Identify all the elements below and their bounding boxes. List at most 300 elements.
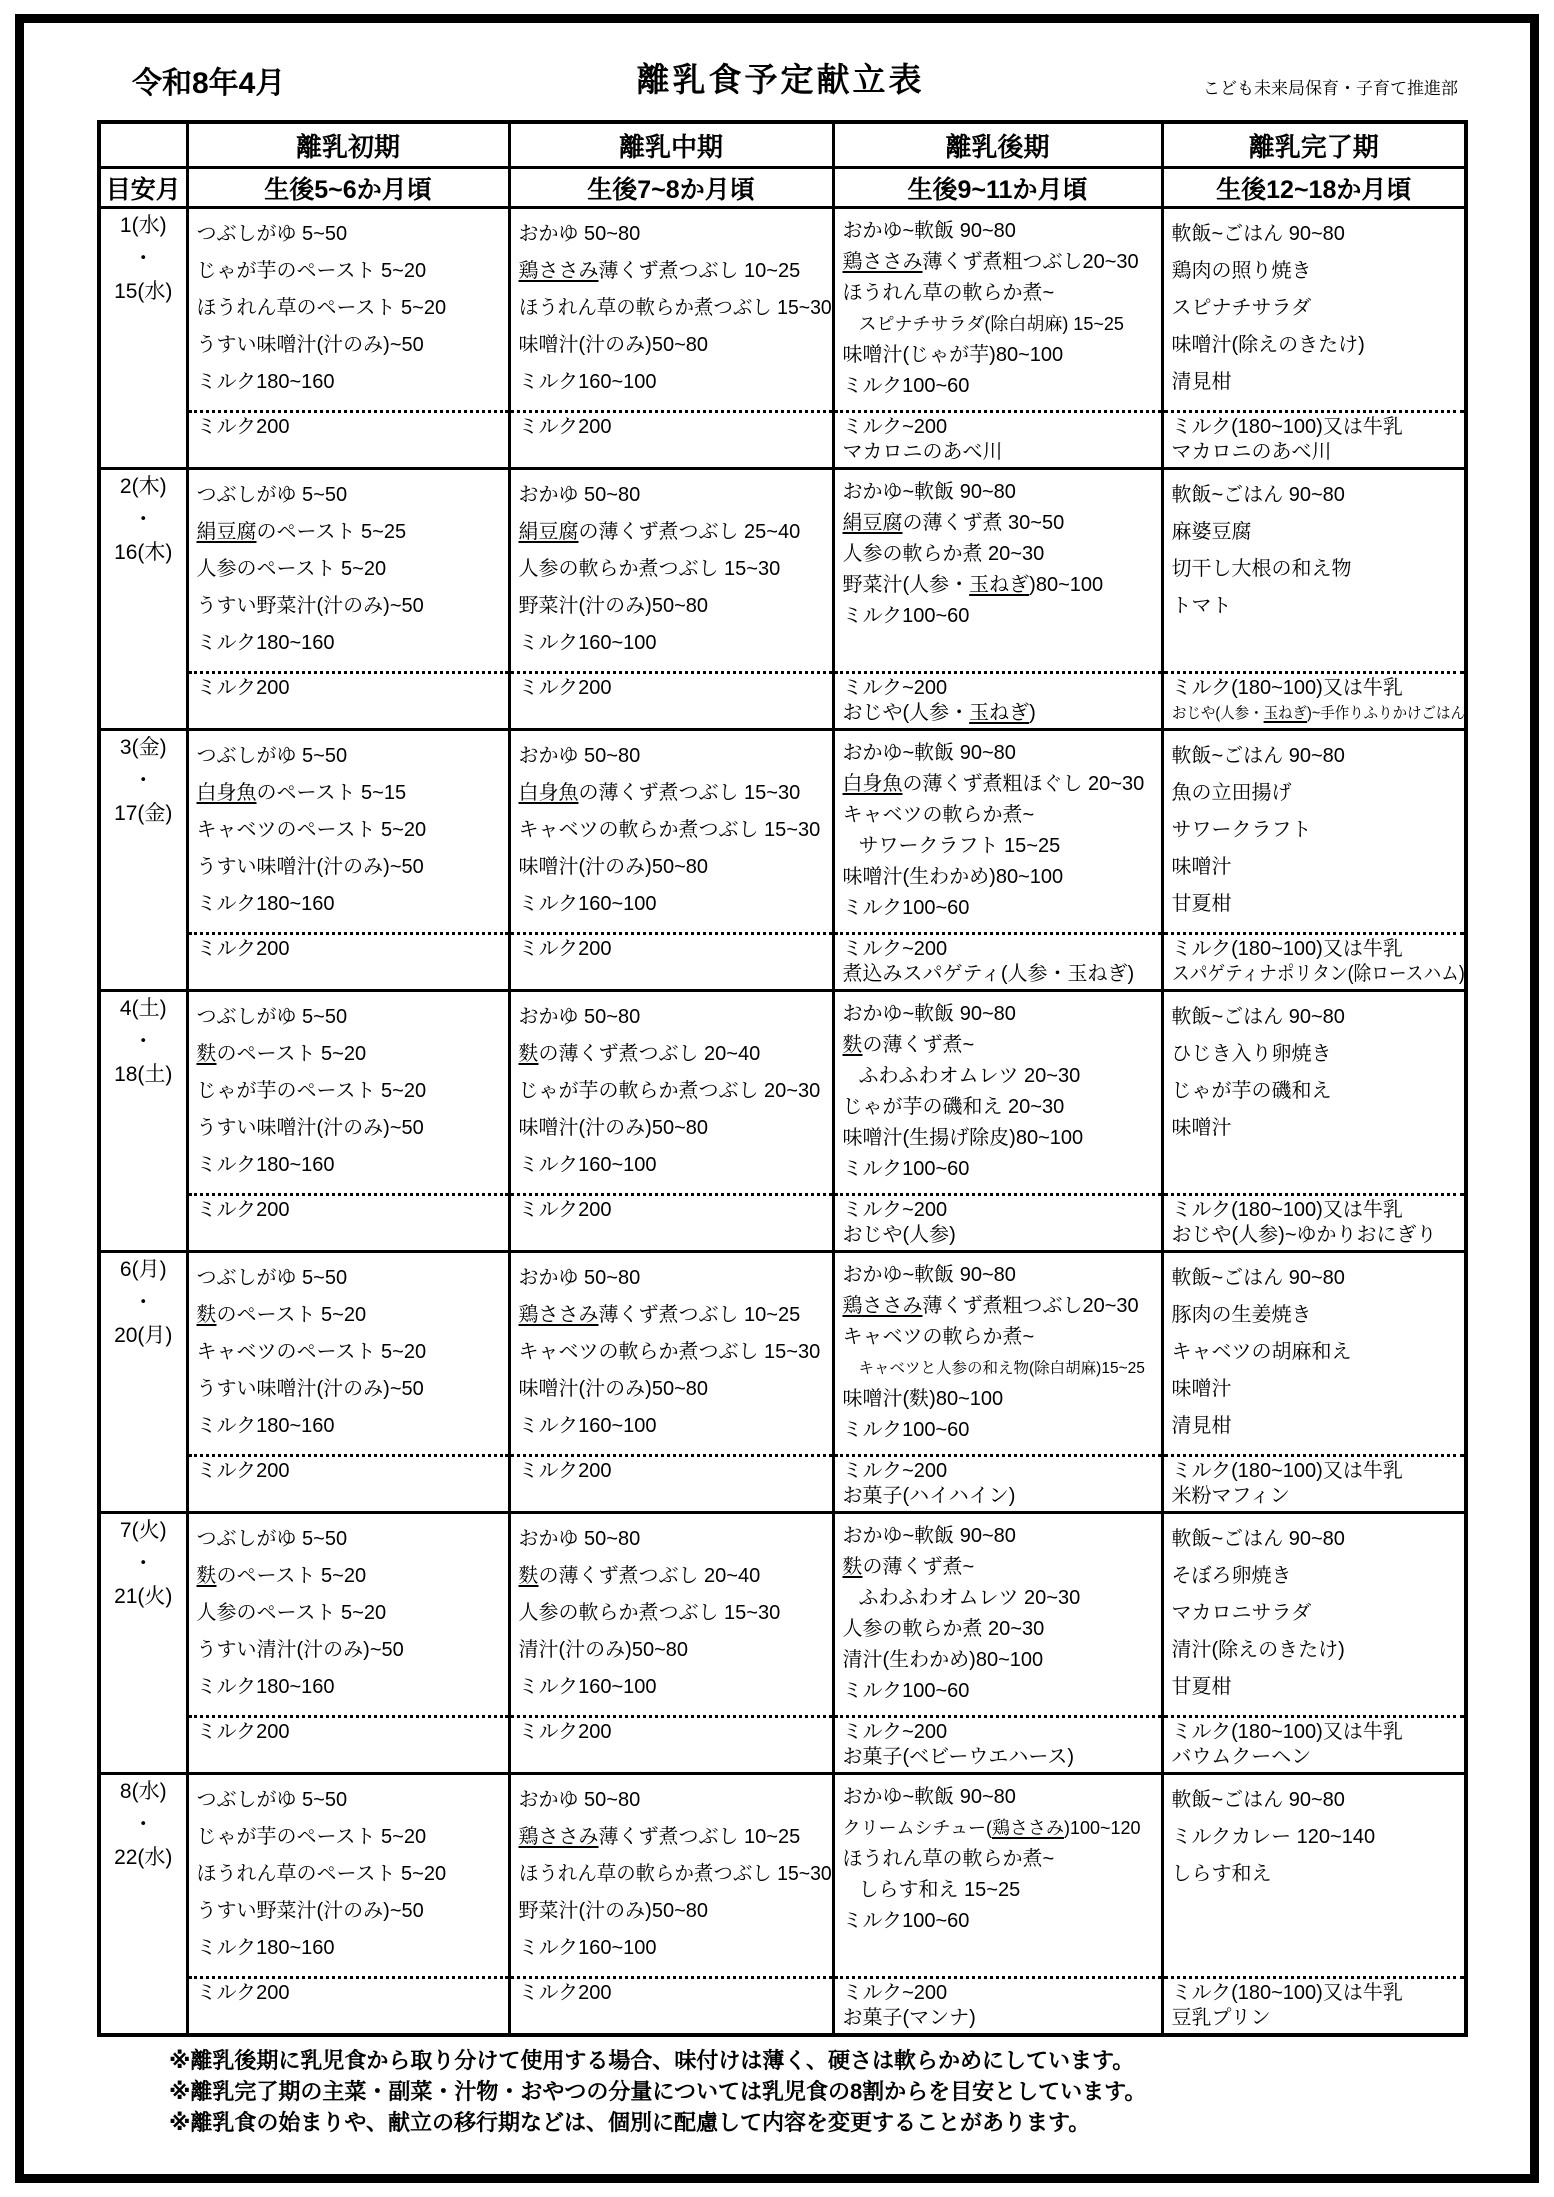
menu-item: キャベツのペースト 5~20 xyxy=(196,819,427,841)
menu-item: おかゆ~軟飯 90~80 xyxy=(842,1003,1016,1025)
menu-item: 麩の薄くず煮つぶし 20~40 xyxy=(518,1043,761,1065)
snack-section xyxy=(1164,1454,1465,1511)
menu-item: ミルク~200 xyxy=(842,1460,948,1482)
underlined-ingredient: 麩 xyxy=(196,1043,217,1065)
underlined-ingredient: 絹豆腐 xyxy=(518,521,579,543)
date-label: ・ xyxy=(132,1552,154,1575)
underlined-ingredient: 鶏ささみ xyxy=(518,260,599,282)
menu-item: ミルク200 xyxy=(196,1982,290,2004)
meal-section xyxy=(511,731,832,932)
menu-item: 味噌汁(汁のみ)50~80 xyxy=(518,1117,708,1139)
menu-item: ミルク200 xyxy=(196,938,290,960)
date-label: 7(火) xyxy=(119,1519,167,1542)
menu-item: キャベツの軟らか煮~ xyxy=(842,1326,1035,1348)
underlined-ingredient: 絹豆腐 xyxy=(842,512,903,534)
menu-item: スピナチサラダ(除白胡麻) 15~25 xyxy=(858,314,1124,334)
menu-item: じゃが芋の磯和え 20~30 xyxy=(842,1096,1065,1118)
menu-item: 絹豆腐の薄くず煮 30~50 xyxy=(842,512,1065,534)
underlined-ingredient: 鶏ささみ xyxy=(991,1818,1064,1838)
meal-section xyxy=(189,1514,508,1715)
menu-item: 清見柑 xyxy=(1171,371,1232,393)
menu-item: 味噌汁(汁のみ)50~80 xyxy=(518,1378,708,1400)
snack-section xyxy=(835,1976,1161,2033)
menu-item: 軟飯~ごはん 90~80 xyxy=(1171,1006,1345,1028)
menu-row xyxy=(99,991,1466,1252)
meal-section xyxy=(1164,1514,1465,1715)
menu-item: 鶏ささみ薄くず煮粗つぶし20~30 xyxy=(842,1295,1139,1317)
menu-item: ミルク(180~100)又は牛乳 xyxy=(1171,416,1403,438)
menu-item: ミルク200 xyxy=(518,1460,612,1482)
page-content xyxy=(97,40,1464,2138)
underlined-ingredient: 麩 xyxy=(518,1565,539,1587)
menu-item: ミルク160~100 xyxy=(518,1415,657,1437)
menu-item: おかゆ 50~80 xyxy=(518,484,641,506)
underlined-ingredient: 絹豆腐 xyxy=(196,521,257,543)
date-cell xyxy=(99,730,187,991)
menu-item: ほうれん草の軟らか煮つぶし 15~30 xyxy=(518,297,832,319)
underlined-ingredient: 麩 xyxy=(196,1304,217,1326)
menu-item: キャベツと人参の和え物(除白胡麻)15~25 xyxy=(858,1360,1145,1377)
menu-item: サワークラフト xyxy=(1171,819,1312,841)
menu-item: ミルク180~160 xyxy=(196,1937,335,1959)
menu-item: マカロニのあべ川 xyxy=(842,441,1003,463)
meal-section xyxy=(189,209,508,410)
menu-cell-late xyxy=(833,991,1162,1252)
menu-item: ふわふわオムレツ 20~30 xyxy=(858,1065,1081,1087)
menu-item: ミルク200 xyxy=(196,416,290,438)
menu-item: ミルク160~100 xyxy=(518,632,657,654)
menu-cell-early xyxy=(187,208,509,469)
date-label: 22(水) xyxy=(114,1846,173,1869)
menu-item: ミルク180~160 xyxy=(196,371,335,393)
menu-cell-complete xyxy=(1162,730,1466,991)
age-header-middle: 生後7~8か月頃 xyxy=(509,168,833,208)
date-cell xyxy=(99,1774,187,2036)
menu-item: サワークラフト 15~25 xyxy=(858,835,1061,857)
age-header-early: 生後5~6か月頃 xyxy=(187,168,509,208)
menu-item: キャベツの軟らか煮~ xyxy=(842,804,1035,826)
menu-item: 豆乳プリン xyxy=(1171,2007,1271,2029)
meal-section xyxy=(835,1253,1161,1454)
menu-item: お菓子(マンナ) xyxy=(842,2007,976,2029)
menu-item: つぶしがゆ 5~50 xyxy=(196,223,348,245)
menu-item: ふわふわオムレツ 20~30 xyxy=(858,1587,1081,1609)
meal-section xyxy=(189,731,508,932)
menu-item: つぶしがゆ 5~50 xyxy=(196,1006,348,1028)
snack-section xyxy=(1164,1715,1465,1772)
menu-item: ミルク200 xyxy=(518,938,612,960)
meal-section xyxy=(1164,731,1465,932)
menu-item: 味噌汁(汁のみ)50~80 xyxy=(518,334,708,356)
menu-cell-middle xyxy=(509,730,833,991)
menu-item: じゃが芋のペースト 5~20 xyxy=(196,260,427,282)
menu-cell-complete xyxy=(1162,1774,1466,2036)
corner-label-cell: 目安月 xyxy=(99,168,187,208)
menu-item: おかゆ~軟飯 90~80 xyxy=(842,1786,1016,1808)
menu-item: 味噌汁(生わかめ)80~100 xyxy=(842,866,1064,888)
menu-item: 野菜汁(汁のみ)50~80 xyxy=(518,1900,708,1922)
underlined-ingredient: 白身魚 xyxy=(196,782,257,804)
underlined-ingredient: 玉ねぎ xyxy=(969,574,1030,596)
menu-item: 麩のペースト 5~20 xyxy=(196,1304,367,1326)
menu-item: 軟飯~ごはん 90~80 xyxy=(1171,1789,1345,1811)
menu-item: ミルク~200 xyxy=(842,677,948,699)
menu-item: 切干し大根の和え物 xyxy=(1171,558,1352,580)
snack-section xyxy=(189,1454,508,1511)
menu-item: 鶏ささみ薄くず煮つぶし 10~25 xyxy=(518,1304,801,1326)
menu-item: 米粉マフィン xyxy=(1171,1485,1290,1507)
menu-item: つぶしがゆ 5~50 xyxy=(196,1789,348,1811)
date-label: 16(木) xyxy=(114,541,173,564)
menu-item: しらす和え xyxy=(1171,1863,1272,1885)
menu-item: ミルク160~100 xyxy=(518,1676,657,1698)
snack-section xyxy=(1164,1976,1465,2033)
meal-section xyxy=(1164,992,1465,1193)
snack-section xyxy=(511,932,832,989)
menu-item: ミルク200 xyxy=(196,677,290,699)
menu-item: 味噌汁 xyxy=(1171,1117,1232,1139)
menu-row xyxy=(99,1774,1466,2036)
menu-item: ほうれん草の軟らか煮つぶし 15~30 xyxy=(518,1863,832,1885)
menu-item: マカロニサラダ xyxy=(1171,1602,1312,1624)
menu-item: 煮込みスパゲティ(人参・玉ねぎ) xyxy=(842,963,1135,985)
snack-section xyxy=(1164,932,1465,989)
menu-item: バウムクーヘン xyxy=(1171,1746,1312,1768)
date-label: 1(水) xyxy=(119,214,167,237)
date-cell xyxy=(99,469,187,730)
menu-row xyxy=(99,1513,1466,1774)
menu-item: 人参の軟らか煮 20~30 xyxy=(842,1618,1045,1640)
menu-cell-middle xyxy=(509,469,833,730)
footnote: ※離乳完了期の主菜・副菜・汁物・おやつの分量については乳児食の8割からを目安としています。 xyxy=(169,2079,1147,2104)
snack-section xyxy=(1164,410,1465,467)
date-label: ・ xyxy=(132,1813,154,1836)
menu-item: うすい清汁(汁のみ)~50 xyxy=(196,1639,404,1661)
menu-cell-complete xyxy=(1162,469,1466,730)
menu-item: ほうれん草のペースト 5~20 xyxy=(196,297,447,319)
date-label: 18(土) xyxy=(114,1063,173,1086)
meal-section xyxy=(835,1775,1161,1976)
menu-item: ミルク200 xyxy=(518,1721,612,1743)
menu-item: おかゆ 50~80 xyxy=(518,1267,641,1289)
menu-item: おかゆ 50~80 xyxy=(518,1789,641,1811)
menu-item: ミルク160~100 xyxy=(518,1154,657,1176)
menu-cell-middle xyxy=(509,1252,833,1513)
era-month-label: 令和8年4月 xyxy=(132,67,286,100)
age-header-complete: 生後12~18か月頃 xyxy=(1162,168,1466,208)
meal-section xyxy=(1164,470,1465,671)
menu-cell-late xyxy=(833,208,1162,469)
underlined-ingredient: 白身魚 xyxy=(842,773,903,795)
snack-section xyxy=(511,1976,832,2033)
menu-item: ミルク~200 xyxy=(842,416,948,438)
menu-item: ミルク160~100 xyxy=(518,1937,657,1959)
menu-item: ミルク200 xyxy=(518,1982,612,2004)
menu-cell-late xyxy=(833,469,1162,730)
menu-item: おじや(人参) xyxy=(842,1224,956,1246)
menu-cell-early xyxy=(187,1513,509,1774)
menu-item: ほうれん草のペースト 5~20 xyxy=(196,1863,447,1885)
menu-item: じゃが芋の磯和え xyxy=(1171,1080,1332,1102)
menu-item: じゃが芋のペースト 5~20 xyxy=(196,1826,427,1848)
menu-item: ミルク100~60 xyxy=(842,1680,970,1702)
meal-section xyxy=(1164,209,1465,410)
menu-item: 野菜汁(汁のみ)50~80 xyxy=(518,595,708,617)
meal-section xyxy=(835,992,1161,1193)
meal-section xyxy=(511,209,832,410)
menu-item: 豚肉の生姜焼き xyxy=(1171,1304,1312,1326)
menu-item: おかゆ 50~80 xyxy=(518,1528,641,1550)
underlined-ingredient: 麩 xyxy=(196,1565,217,1587)
menu-item: 白身魚の薄くず煮つぶし 15~30 xyxy=(518,782,801,804)
underlined-ingredient: 鶏ささみ xyxy=(842,251,923,273)
menu-item: ミルク100~60 xyxy=(842,375,970,397)
menu-item: キャベツのペースト 5~20 xyxy=(196,1341,427,1363)
menu-item: スパゲティナポリタン(除ロースハム) xyxy=(1171,963,1464,985)
snack-section xyxy=(835,410,1161,467)
menu-item: 麩の薄くず煮~ xyxy=(842,1034,975,1056)
date-cell xyxy=(99,991,187,1252)
menu-cell-late xyxy=(833,1252,1162,1513)
menu-item: ミルク180~160 xyxy=(196,893,335,915)
menu-item: ミルク100~60 xyxy=(842,897,970,919)
menu-row xyxy=(99,730,1466,991)
snack-section xyxy=(189,932,508,989)
menu-item: ミルクカレー 120~140 xyxy=(1171,1826,1376,1848)
menu-item: じゃが芋のペースト 5~20 xyxy=(196,1080,427,1102)
menu-item: ミルク(180~100)又は牛乳 xyxy=(1171,1460,1403,1482)
menu-item: ミルク~200 xyxy=(842,1721,948,1743)
snack-section xyxy=(511,1454,832,1511)
corner-blank-cell xyxy=(99,122,187,168)
snack-section xyxy=(511,410,832,467)
menu-item: うすい野菜汁(汁のみ)~50 xyxy=(196,595,424,617)
menu-item: 人参のペースト 5~20 xyxy=(196,1602,387,1624)
menu-cell-complete xyxy=(1162,1252,1466,1513)
date-label: ・ xyxy=(132,769,154,792)
menu-item: 鶏ささみ薄くず煮粗つぶし20~30 xyxy=(842,251,1139,273)
menu-item: 白身魚の薄くず煮粗ほぐし 20~30 xyxy=(842,773,1145,795)
menu-item: 人参の軟らか煮つぶし 15~30 xyxy=(518,1602,781,1624)
menu-item: 人参の軟らか煮つぶし 15~30 xyxy=(518,558,781,580)
department-label: こども未来局保育・子育て推進部 xyxy=(1203,79,1458,98)
menu-item: ミルク180~160 xyxy=(196,632,335,654)
menu-item: 味噌汁(じゃが芋)80~100 xyxy=(842,344,1064,366)
menu-item: 鶏ささみ薄くず煮つぶし 10~25 xyxy=(518,1826,801,1848)
menu-table xyxy=(97,120,1468,2037)
date-label: 15(水) xyxy=(114,280,173,303)
menu-item: 甘夏柑 xyxy=(1171,893,1232,915)
snack-section xyxy=(189,1976,508,2033)
menu-cell-late xyxy=(833,1513,1162,1774)
menu-item: ミルク(180~100)又は牛乳 xyxy=(1171,938,1403,960)
snack-section xyxy=(189,671,508,728)
date-label: ・ xyxy=(132,508,154,531)
menu-item: ミルク200 xyxy=(518,677,612,699)
menu-item: 軟飯~ごはん 90~80 xyxy=(1171,1528,1345,1550)
menu-item: 麩のペースト 5~20 xyxy=(196,1565,367,1587)
menu-item: おかゆ 50~80 xyxy=(518,1006,641,1028)
menu-item: 麩の薄くず煮~ xyxy=(842,1556,975,1578)
menu-table-head xyxy=(99,122,1466,208)
menu-item: キャベツの軟らか煮つぶし 15~30 xyxy=(518,1341,821,1363)
underlined-ingredient: 麩 xyxy=(842,1034,863,1056)
underlined-ingredient: 鶏ささみ xyxy=(518,1304,599,1326)
meal-section xyxy=(511,1253,832,1454)
snack-section xyxy=(189,1715,508,1772)
menu-item: おかゆ 50~80 xyxy=(518,745,641,767)
meal-section xyxy=(835,470,1161,671)
stage-header-early: 離乳初期 xyxy=(187,122,509,168)
menu-item: ミルク~200 xyxy=(842,938,948,960)
menu-cell-middle xyxy=(509,1513,833,1774)
menu-cell-complete xyxy=(1162,991,1466,1252)
menu-item: 清汁(汁のみ)50~80 xyxy=(518,1639,688,1661)
menu-item: ミルク~200 xyxy=(842,1982,948,2004)
date-cell xyxy=(99,208,187,469)
meal-section xyxy=(189,1775,508,1976)
date-cell xyxy=(99,1252,187,1513)
date-label: 17(金) xyxy=(114,802,173,825)
menu-item: ミルク100~60 xyxy=(842,605,970,627)
menu-item: ミルク200 xyxy=(518,416,612,438)
menu-item: 白身魚のペースト 5~15 xyxy=(196,782,407,804)
snack-section xyxy=(189,410,508,467)
menu-item: 麩の薄くず煮つぶし 20~40 xyxy=(518,1565,761,1587)
menu-item: つぶしがゆ 5~50 xyxy=(196,745,348,767)
menu-item: 人参の軟らか煮 20~30 xyxy=(842,543,1045,565)
menu-cell-early xyxy=(187,469,509,730)
menu-item: お菓子(ベビーウエハース) xyxy=(842,1746,1075,1768)
underlined-ingredient: 麩 xyxy=(518,1043,539,1065)
menu-item: 鶏ささみ薄くず煮つぶし 10~25 xyxy=(518,260,801,282)
stage-header-middle: 離乳中期 xyxy=(509,122,833,168)
menu-cell-early xyxy=(187,730,509,991)
menu-item: ミルク(180~100)又は牛乳 xyxy=(1171,1199,1403,1221)
menu-item: マカロニのあべ川 xyxy=(1171,441,1332,463)
menu-cell-early xyxy=(187,991,509,1252)
menu-item: トマト xyxy=(1171,595,1232,617)
menu-item: キャベツの軟らか煮つぶし 15~30 xyxy=(518,819,821,841)
menu-item: お菓子(ハイハイン) xyxy=(842,1485,1016,1507)
menu-item: 味噌汁 xyxy=(1171,1378,1232,1400)
snack-section xyxy=(1164,671,1465,728)
menu-item: おかゆ~軟飯 90~80 xyxy=(842,742,1016,764)
snack-section xyxy=(189,1193,508,1250)
menu-item: おかゆ~軟飯 90~80 xyxy=(842,220,1016,242)
snack-section xyxy=(835,932,1161,989)
menu-item: 軟飯~ごはん 90~80 xyxy=(1171,484,1345,506)
snack-section xyxy=(835,1715,1161,1772)
menu-item: ミルク100~60 xyxy=(842,1158,970,1180)
meal-section xyxy=(189,992,508,1193)
footnotes xyxy=(97,2045,1464,2138)
menu-item: ミルク160~100 xyxy=(518,893,657,915)
menu-item: 絹豆腐のペースト 5~25 xyxy=(196,521,407,543)
menu-item: ミルク200 xyxy=(196,1199,290,1221)
menu-item: 甘夏柑 xyxy=(1171,1676,1232,1698)
date-label: ・ xyxy=(132,1030,154,1053)
underlined-ingredient: 白身魚 xyxy=(518,782,579,804)
meal-section xyxy=(511,992,832,1193)
menu-item: ミルク180~160 xyxy=(196,1676,335,1698)
date-label: 2(木) xyxy=(119,475,167,498)
menu-item: おじや(人参・玉ねぎ) xyxy=(842,702,1036,724)
snack-section xyxy=(511,1715,832,1772)
date-label: 3(金) xyxy=(119,736,167,759)
meal-section xyxy=(511,470,832,671)
snack-section xyxy=(511,1193,832,1250)
menu-item: 魚の立田揚げ xyxy=(1171,782,1292,804)
menu-row xyxy=(99,469,1466,730)
menu-item: おかゆ~軟飯 90~80 xyxy=(842,481,1016,503)
date-label: 8(水) xyxy=(119,1780,167,1803)
meal-section xyxy=(835,731,1161,932)
menu-item: クリームシチュー(鶏ささみ)100~120 xyxy=(842,1818,1141,1838)
menu-item: ミルク200 xyxy=(196,1721,290,1743)
underlined-ingredient: 麩 xyxy=(842,1556,863,1578)
menu-item: そぼろ卵焼き xyxy=(1171,1565,1292,1587)
menu-item: 人参のペースト 5~20 xyxy=(196,558,387,580)
menu-item: ひじき入り卵焼き xyxy=(1171,1043,1332,1065)
meal-section xyxy=(511,1775,832,1976)
menu-item: スピナチサラダ xyxy=(1171,297,1312,319)
snack-section xyxy=(835,1454,1161,1511)
snack-section xyxy=(835,1193,1161,1250)
menu-item: 味噌汁(麩)80~100 xyxy=(842,1388,1004,1410)
menu-item: ほうれん草の軟らか煮~ xyxy=(842,1848,1055,1870)
menu-item: ミルク(180~100)又は牛乳 xyxy=(1171,677,1403,699)
date-label: 4(土) xyxy=(119,997,167,1020)
meal-section xyxy=(189,1253,508,1454)
meal-section xyxy=(1164,1775,1465,1976)
menu-cell-middle xyxy=(509,208,833,469)
menu-item: うすい味噌汁(汁のみ)~50 xyxy=(196,1378,424,1400)
menu-item: ミルク100~60 xyxy=(842,1910,970,1932)
age-header-late: 生後9~11か月頃 xyxy=(833,168,1162,208)
menu-item: ミルク200 xyxy=(518,1199,612,1221)
footnote: ※離乳後期に乳児食から取り分けて使用する場合、味付けは薄く、硬さは軟らかめにしています。 xyxy=(169,2048,1135,2073)
menu-item: 麩のペースト 5~20 xyxy=(196,1043,367,1065)
snack-section xyxy=(1164,1193,1465,1250)
menu-item: つぶしがゆ 5~50 xyxy=(196,1528,348,1550)
menu-cell-late xyxy=(833,730,1162,991)
snack-section xyxy=(835,671,1161,728)
menu-item: おかゆ~軟飯 90~80 xyxy=(842,1525,1016,1547)
underlined-ingredient: 鶏ささみ xyxy=(518,1826,599,1848)
menu-item: うすい味噌汁(汁のみ)~50 xyxy=(196,334,424,356)
menu-item: つぶしがゆ 5~50 xyxy=(196,484,348,506)
date-label: 20(月) xyxy=(114,1324,173,1347)
menu-item: つぶしがゆ 5~50 xyxy=(196,1267,348,1289)
menu-cell-late xyxy=(833,1774,1162,2036)
menu-item: うすい野菜汁(汁のみ)~50 xyxy=(196,1900,424,1922)
snack-section xyxy=(511,671,832,728)
menu-item: 味噌汁 xyxy=(1171,856,1232,878)
menu-item: おじや(人参・玉ねぎ)~手作りふりかけごはん xyxy=(1171,705,1464,722)
menu-cell-complete xyxy=(1162,208,1466,469)
underlined-ingredient: 鶏ささみ xyxy=(842,1295,923,1317)
menu-item: おかゆ 50~80 xyxy=(518,223,641,245)
menu-item: うすい味噌汁(汁のみ)~50 xyxy=(196,1117,424,1139)
menu-item: キャベツの胡麻和え xyxy=(1171,1341,1352,1363)
menu-item: 野菜汁(人参・玉ねぎ)80~100 xyxy=(842,574,1104,596)
menu-item: ミルク(180~100)又は牛乳 xyxy=(1171,1982,1403,2004)
menu-item: 味噌汁(生揚げ除皮)80~100 xyxy=(842,1127,1084,1149)
footnote: ※離乳食の始まりや、献立の移行期などは、個別に配慮して内容を変更することがあります。 xyxy=(169,2110,1091,2135)
menu-item: 軟飯~ごはん 90~80 xyxy=(1171,1267,1345,1289)
stage-header-late: 離乳後期 xyxy=(833,122,1162,168)
